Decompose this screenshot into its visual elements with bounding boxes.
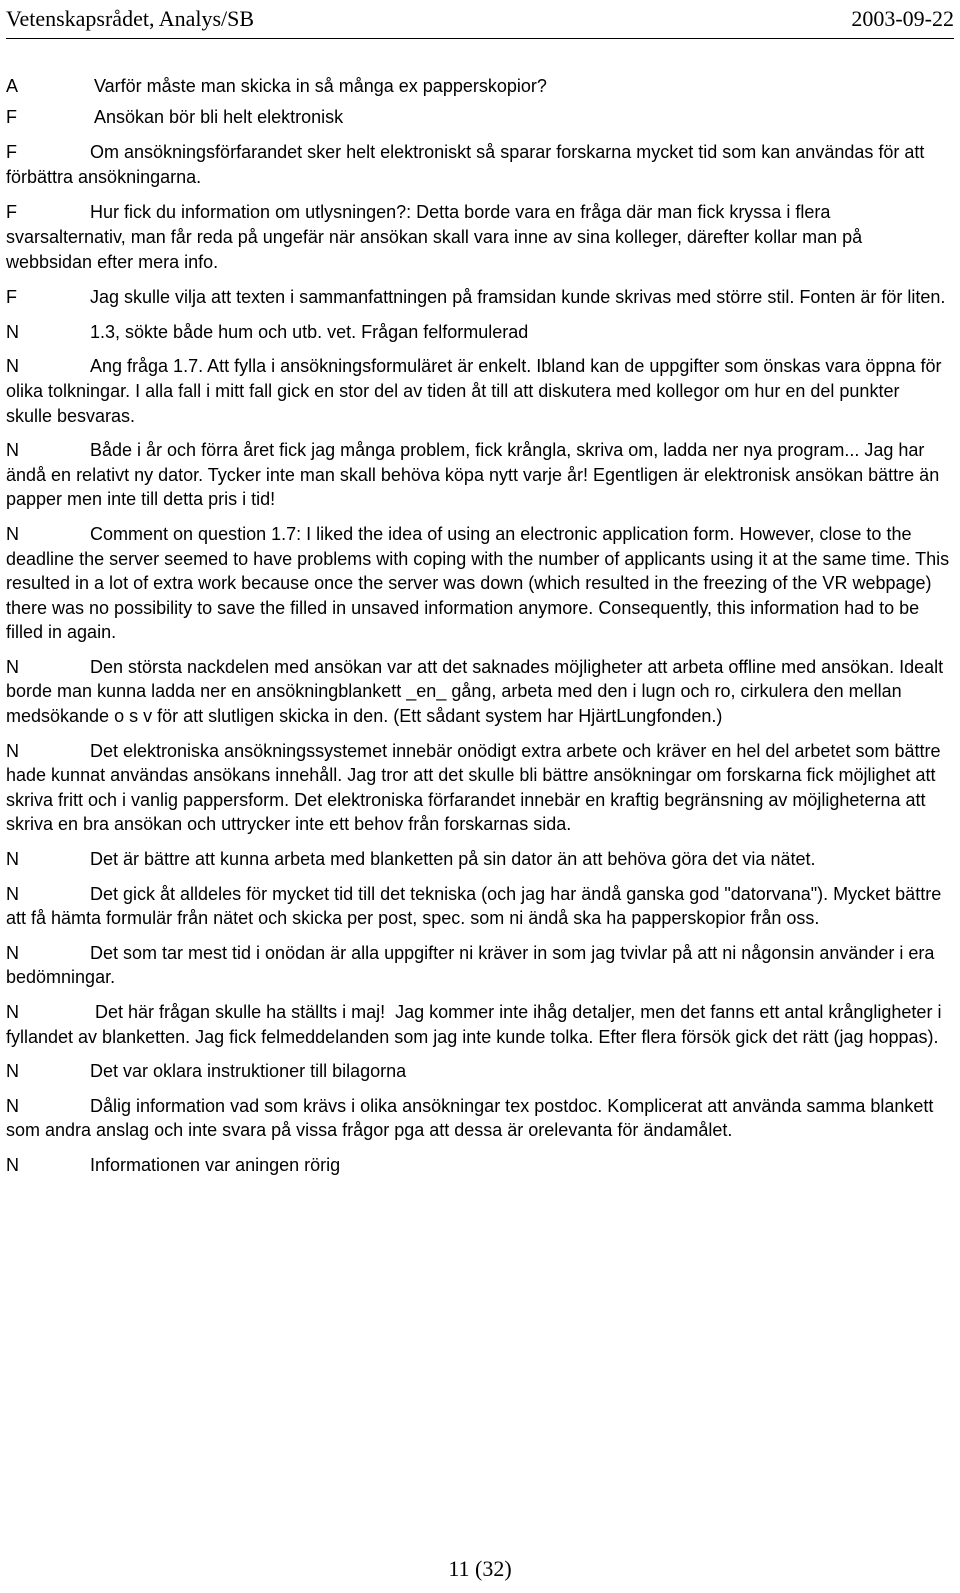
response-text: Dålig information vad som krävs i olika ansökningar tex postdoc. Komplicerat att använda samma blankett som andra anslag och inte svara på vissa frågor pga att dessa är orelevanta för ändamålet.	[6, 1095, 939, 1141]
response-code: F	[6, 287, 17, 308]
response-entry	[6, 74, 950, 99]
response-text: Varför måste man skicka in så många ex papperskopior?	[94, 76, 547, 96]
response-text: 1.3, sökte både hum och utb. vet. Frågan felformulerad	[90, 321, 529, 342]
response-entry	[6, 739, 950, 837]
response-code: N	[6, 849, 19, 870]
response-entry	[6, 941, 950, 990]
header-divider	[6, 38, 954, 39]
response-code: N	[6, 1154, 19, 1175]
response-entry	[6, 354, 950, 428]
response-text: Hur fick du information om utlysningen?: Detta borde vara en fråga där man fick kryssa i flera svarsalternativ, man får reda på ungefär när ansökan skall vara inne av sina kolleger, därefter kollar man på webbsidan efter mera info.	[6, 202, 868, 272]
response-code: N	[6, 356, 19, 377]
header-organization: Vetenskapsrådet, Analys/SB	[6, 6, 255, 31]
response-entry	[6, 438, 950, 512]
response-text: Comment on question 1.7: I liked the idea of using an electronic application form. However, close to the deadline the server seemed to have problems with coping with the number of applicants using it at the same time. This resulted in a lot of extra work because once the server was down (which resulted in the freezing of the VR webpage) there was no possibility to save the filled in unsaved information anymore. Consequently, this information had to be filled in again.	[6, 523, 955, 643]
response-text: Informationen var aningen rörig	[90, 1154, 341, 1175]
response-entry	[6, 655, 950, 729]
page-number: 11 (32)	[448, 1556, 512, 1581]
header-date: 2003-09-22	[851, 6, 954, 31]
response-code: N	[6, 1002, 19, 1022]
response-code: A	[6, 76, 19, 96]
response-entry	[6, 1094, 950, 1143]
response-text: Om ansökningsförfarandet sker helt elektroniskt så sparar forskarna mycket tid som kan användas för att förbättra ansökningarna.	[6, 142, 930, 187]
response-entry	[6, 882, 950, 931]
response-text: Den största nackdelen med ansökan var att det saknades möjligheter att arbeta offline med ansökan. Idealt borde man kunna ladda ner en ansökningblankett _en_ gång, arbeta med den i lugn och ro, cirkulera den mellan medsökande o s v för att slutligen skicka in den. (Ett sådant system har HjärtLungfonden.)	[6, 656, 949, 727]
response-code: N	[6, 942, 19, 963]
response-entry	[6, 1000, 950, 1049]
response-code: N	[6, 523, 19, 544]
response-text: Både i år och förra året fick jag många problem, fick krångla, skriva om, ladda ner nya program... Jag har ändå en relativt ny dator. Tycker inte man skall behöva köpa nytt varje år! Egentligen är elektronisk ansökan bättre än papper men inte till detta pris i tid!	[6, 440, 945, 510]
response-code: N	[6, 656, 19, 677]
response-text: Det elektroniska ansökningssystemet innebär onödigt extra arbete och kräver en hel del arbetet som bättre hade kunnat användas ansökans innehåll. Jag tror att det skulle bli bättre ansökningar om forskarna fick möjlighet att skriva fritt och i vanlig pappersform. Det elektroniska förfarandet innebär en kraftig begränsning av möjligheterna att skriva en bra ansökan och uttrycker inte ett behov från forskarnas sida.	[6, 740, 946, 835]
response-entry	[6, 1059, 950, 1084]
response-code: N	[6, 440, 19, 461]
response-entry	[6, 105, 950, 130]
response-code: N	[6, 883, 19, 904]
response-entry	[6, 847, 950, 872]
response-code: N	[6, 321, 19, 342]
response-text: Det som tar mest tid i onödan är alla uppgifter ni kräver in som jag tvivlar på att ni någonsin använder i era bedömningar.	[6, 942, 940, 988]
response-entry	[6, 140, 950, 189]
response-text: Det här frågan skulle ha ställts i maj! Jag kommer inte ihåg detaljer, men det fanns ett antal krångligheter i fyllandet av blanketten. Jag fick felmeddelanden som jag inte kunde tolka. Efter flera försök gick det rätt (jag hoppas).	[6, 1002, 947, 1047]
response-code: F	[6, 202, 17, 223]
response-text: Jag skulle vilja att texten i sammanfattningen på framsidan kunde skrivas med större stil. Fonten är för liten.	[90, 287, 946, 308]
response-text: Det är bättre att kunna arbeta med blanketten på sin dator än att behöva göra det via nätet.	[90, 849, 816, 870]
response-code: N	[6, 740, 19, 761]
response-text: Det var oklara instruktioner till bilagorna	[90, 1061, 407, 1082]
response-text: Ang fråga 1.7. Att fylla i ansökningsformuläret är enkelt. Ibland kan de uppgifter som önskas vara öppna för olika tolkningar. I alla fall i mitt fall gick en stor del av tiden åt till att diskutera med kollegor om hur en del punkter skulle besvaras.	[6, 356, 947, 426]
response-code: F	[6, 106, 17, 127]
response-entry	[6, 320, 950, 345]
response-code: N	[6, 1061, 19, 1082]
page-header	[6, 4, 954, 34]
response-entry	[6, 1153, 950, 1178]
response-code: F	[6, 142, 17, 163]
response-code: N	[6, 1095, 19, 1116]
response-entry	[6, 200, 950, 274]
response-entry	[6, 522, 955, 645]
response-text: Ansökan bör bli helt elektronisk	[94, 106, 344, 127]
response-list	[6, 74, 955, 1178]
response-text: Det gick åt alldeles för mycket tid till det tekniska (och jag har ändå ganska god "datorvana"). Mycket bättre att få hämta formulär från nätet och skicka per post, spec. som ni ändå ska ha papperskopior från oss.	[6, 883, 947, 929]
response-entry	[6, 285, 950, 310]
